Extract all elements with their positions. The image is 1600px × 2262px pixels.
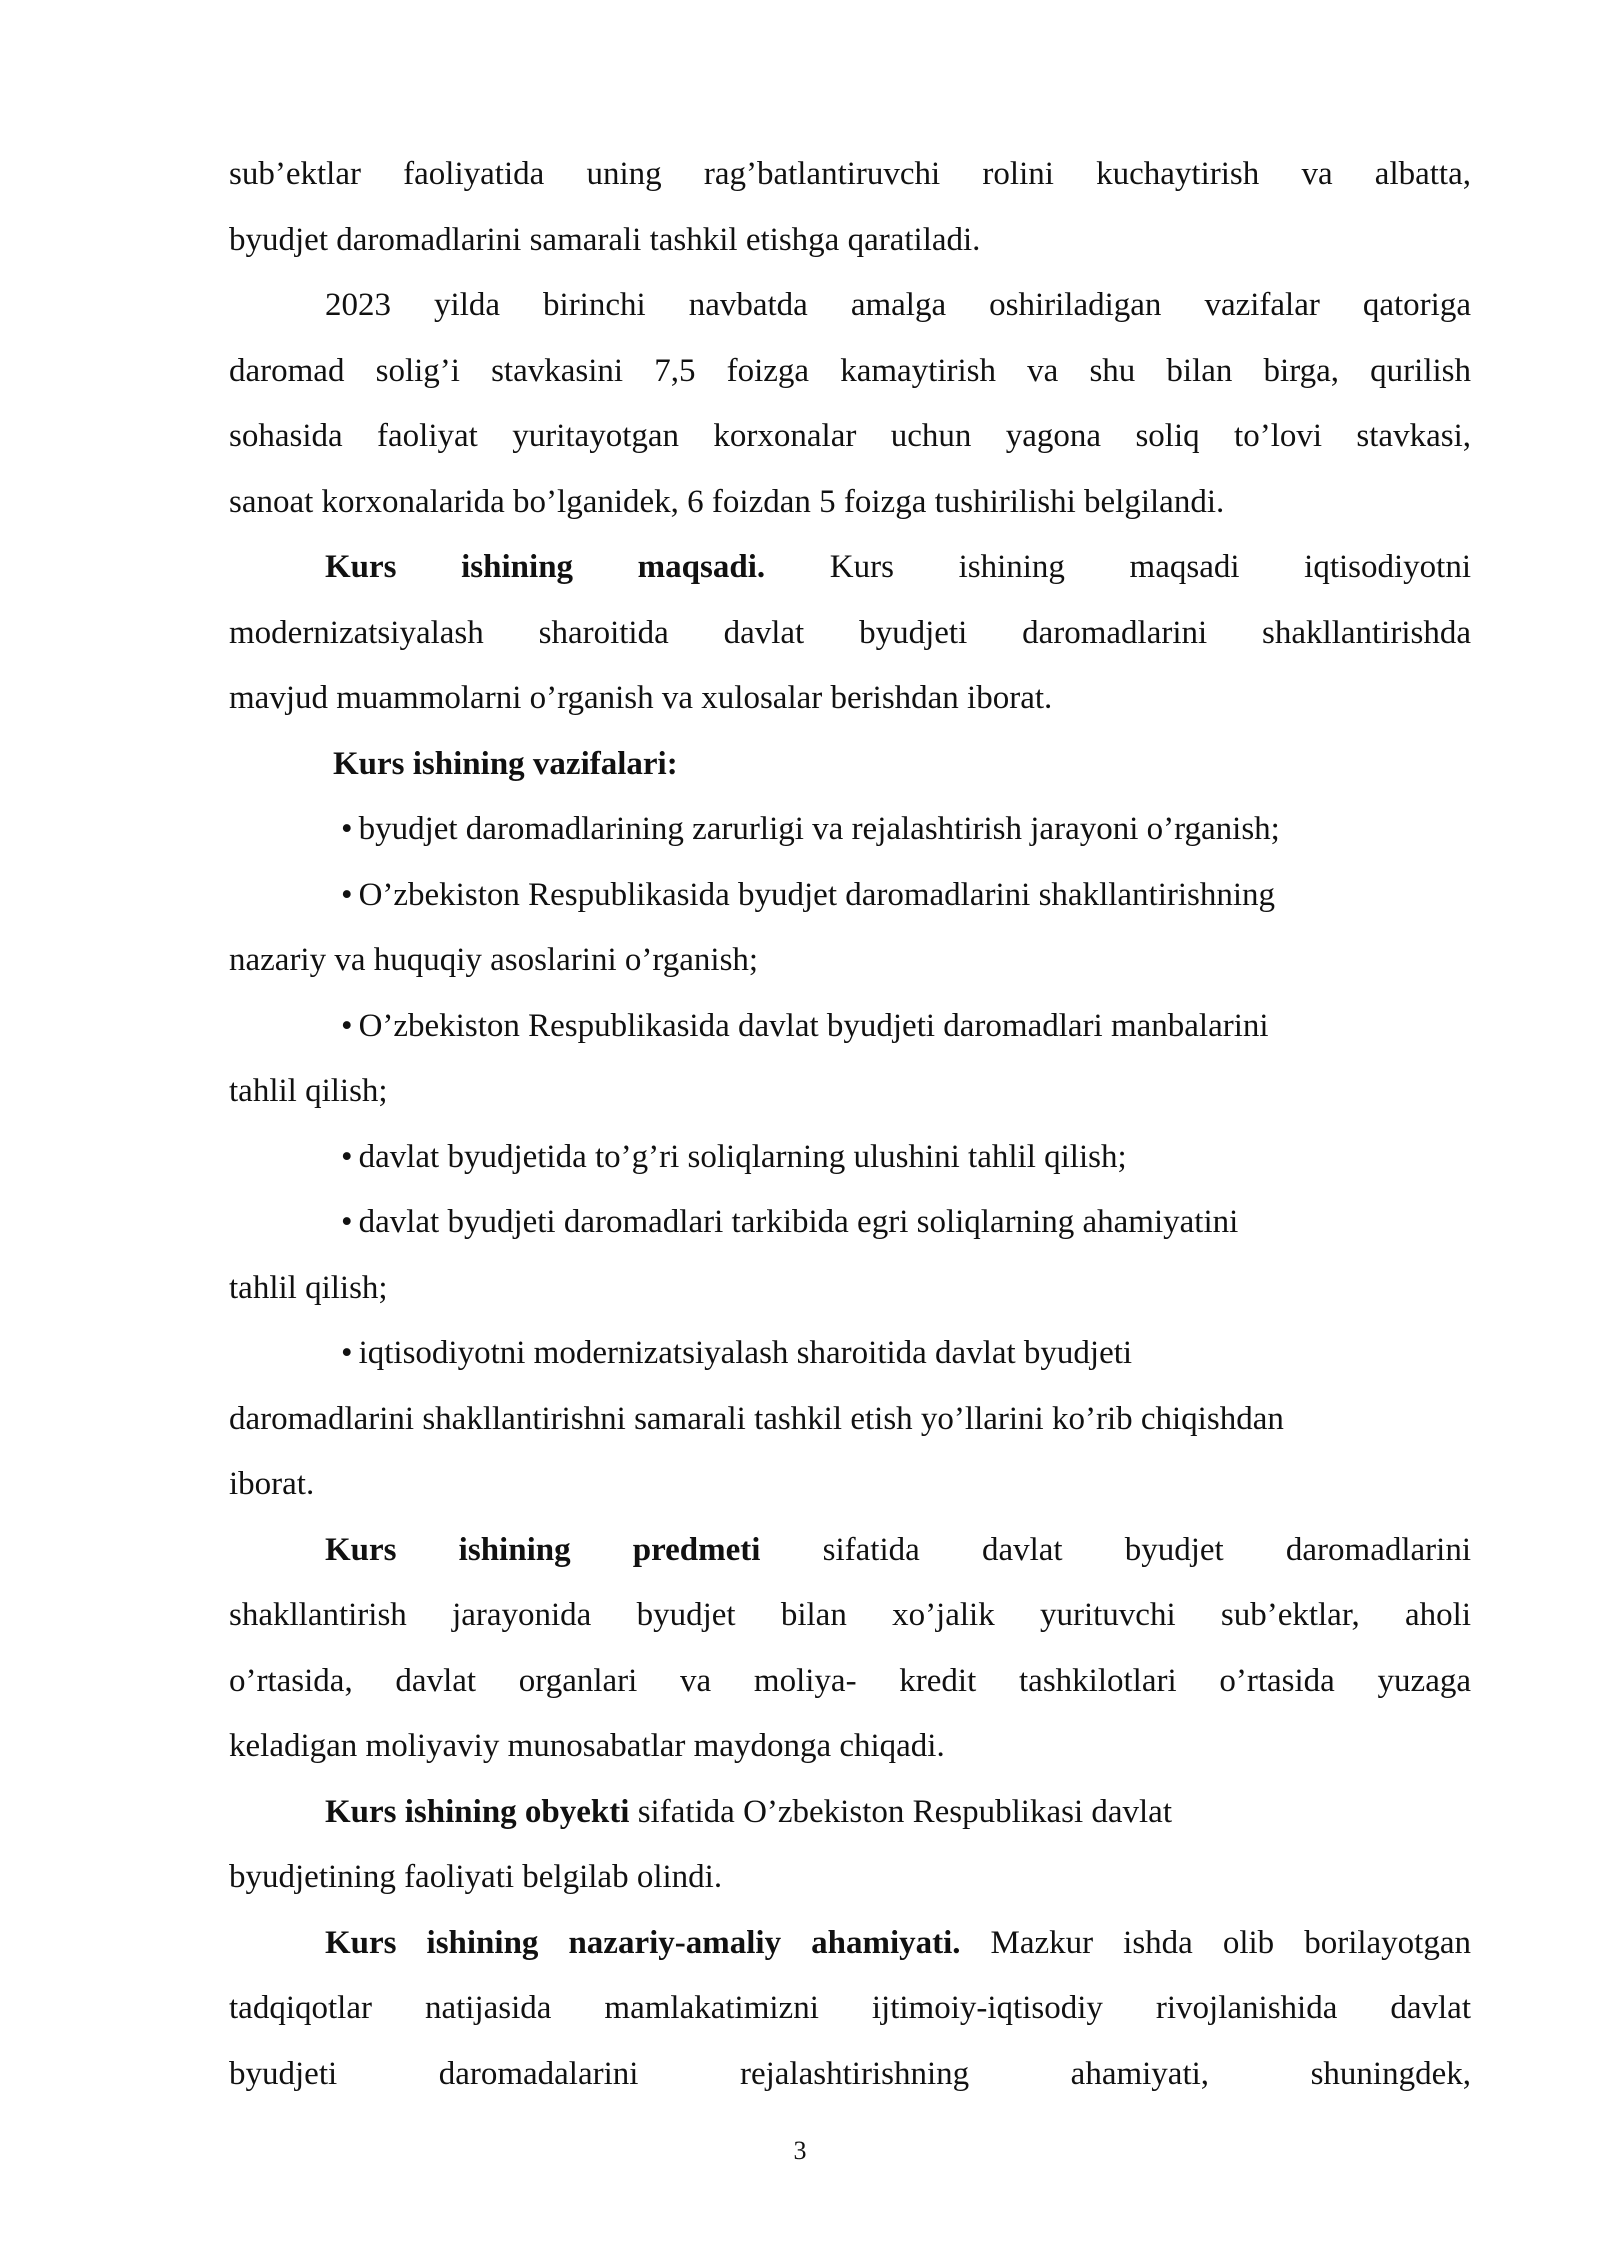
p4-line2: shakllantirish jarayonida byudjet bilan xo’jalik yurituvchi sub’ektlar, aholi <box>229 1597 1471 1633</box>
task-item-text: davlat byudjetida to’g’ri soliqlarning ulushini tahlil qilish; <box>358 1138 1127 1175</box>
p2-line1: 2023 yilda birinchi navbatda amalga oshiriladigan vazifalar qatoriga <box>325 287 1471 323</box>
task-item-continuation: nazariy va huquqiy asoslarini o’rganish; <box>229 942 759 978</box>
subject-heading: Kurs ishining predmeti <box>325 1531 761 1568</box>
p6-line2: tadqiqotlar natijasida mamlakatimizni ijtimoiy-iqtisodiy rivojlanishida davlat <box>229 1990 1471 2026</box>
task-item-continuation: daromadlarini shakllantirishni samarali tashkil etish yo’llarini ko’rib chiqishdan <box>229 1400 1284 1437</box>
p5-line1-text: sifatida O’zbekiston Respublikasi davlat <box>637 1793 1172 1830</box>
task-item <box>229 1321 1471 1387</box>
p1-line2: byudjet daromadlarini samarali tashkil etishga qaratiladi. <box>229 221 981 258</box>
task-item <box>229 1125 1471 1191</box>
tasks-heading-text: Kurs ishining vazifalari: <box>333 745 678 782</box>
p2-line3: sohasida faoliyat yuritayotgan korxonalar uchun yagona soliq to’lovi stavkasi, <box>229 418 1471 454</box>
p4-line4: keladigan moliyaviy munosabatlar maydonga chiqadi. <box>229 1728 945 1764</box>
task-item <box>229 1190 1471 1256</box>
p4-line3: o’rtasida, davlat organlari va moliya- kredit tashkilotlari o’rtasida yuzaga <box>229 1662 1471 1699</box>
task-item-continuation: tahlil qilish; <box>229 1269 388 1306</box>
task-item-text: davlat byudjeti daromadlari tarkibida egri soliqlarning ahamiyatini <box>358 1204 1239 1240</box>
task-item-continuation: tahlil qilish; <box>229 1073 388 1109</box>
bullet-icon: • <box>341 1007 353 1044</box>
task-item-text: O’zbekiston Respublikasida byudjet daromadlarini shakllantirishning <box>358 876 1276 913</box>
p2-line2: daromad solig’i stavkasini 7,5 foizga kamaytirish va shu bilan birga, qurilish <box>229 352 1471 389</box>
task-item <box>229 797 1471 863</box>
p6-line1 <box>229 1911 1471 1977</box>
task-item-text: iqtisodiyotni modernizatsiyalash sharoitida davlat byudjeti <box>358 1335 1133 1371</box>
page-number: 3 <box>793 2136 807 2165</box>
task-item-text: byudjet daromadlarining zarurligi va rejalashtirish jarayoni o’rganish; <box>358 811 1280 847</box>
tasks-heading <box>229 732 1471 798</box>
bullet-icon: • <box>341 1204 353 1240</box>
p2-line4: sanoat korxonalarida bo’lganidek, 6 foizdan 5 foizga tushirilishi belgilandi. <box>229 483 1225 520</box>
goal-heading: Kurs ishining maqsadi. <box>325 549 766 585</box>
task-item <box>229 994 1471 1060</box>
object-heading: Kurs ishining obyekti <box>325 1793 630 1830</box>
p3-line1 <box>229 535 1471 601</box>
significance-heading: Kurs ishining nazariy-amaliy ahamiyati. <box>325 1924 961 1961</box>
bullet-icon: • <box>341 876 353 913</box>
p4-line1-text: sifatida davlat byudjet daromadlarini <box>822 1531 1471 1568</box>
task-item-continuation: iborat. <box>229 1466 315 1502</box>
bullet-icon: • <box>341 1335 353 1371</box>
p4-line1 <box>229 1518 1471 1584</box>
p5-line1 <box>229 1780 1471 1846</box>
p3-line2: modernizatsiyalash sharoitida davlat byudjeti daromadlarini shakllantirishda <box>229 614 1471 651</box>
task-item-text: O’zbekiston Respublikasida davlat byudjeti daromadlari manbalarini <box>358 1007 1269 1044</box>
task-item <box>229 863 1471 929</box>
p3-line3: mavjud muammolarni o’rganish va xulosalar berishdan iborat. <box>229 680 1053 716</box>
document-page <box>229 142 1471 2107</box>
p3-line1-text: Kurs ishining maqsadi iqtisodiyotni <box>829 549 1472 585</box>
bullet-icon: • <box>341 811 353 847</box>
bullet-icon: • <box>341 1138 353 1175</box>
p1-line1: sub’ektlar faoliyatida uning rag’batlantiruvchi rolini kuchaytirish va albatta, <box>229 156 1471 192</box>
p6-line1-text: Mazkur ishda olib borilayotgan <box>990 1924 1471 1961</box>
p6-line3: byudjeti daromadalarini rejalashtirishning ahamiyati, shuningdek, <box>229 2055 1471 2092</box>
p5-line2: byudjetining faoliyati belgilab olindi. <box>229 1859 723 1895</box>
